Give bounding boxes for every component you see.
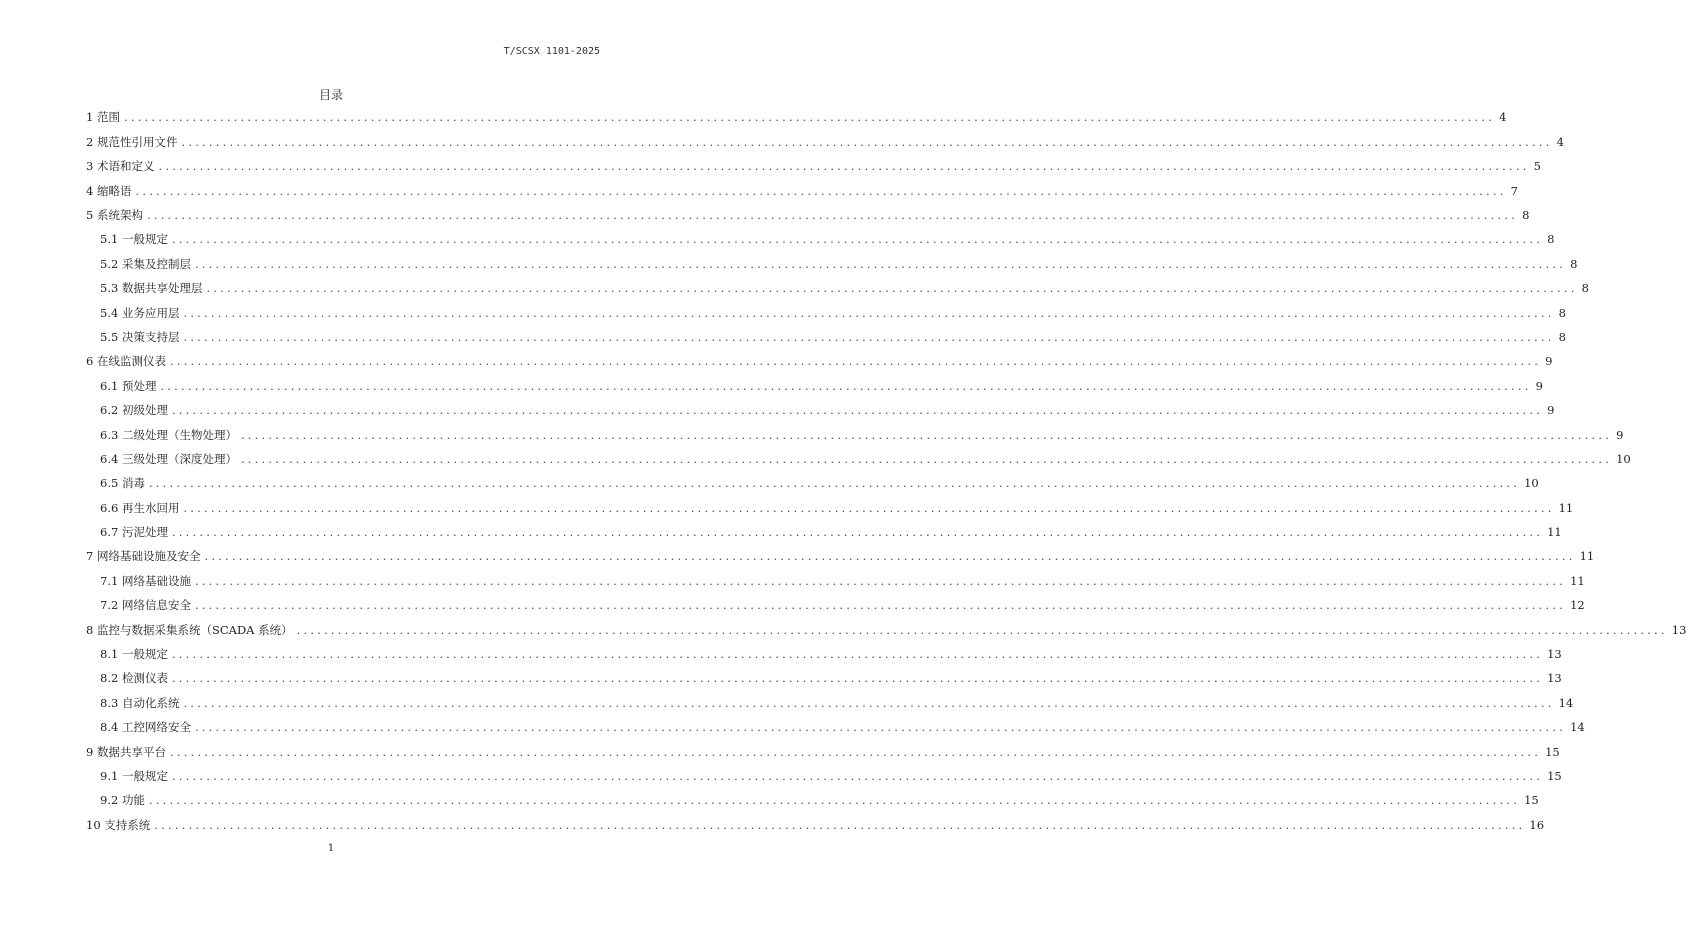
toc-entry-page: 12	[1570, 598, 1585, 613]
toc-entry-label: 5.5 决策支持层	[100, 329, 180, 344]
toc-entry-label: 7.2 网络信息安全	[100, 598, 191, 613]
toc-entry-page: 8	[1570, 256, 1578, 271]
toc-entry-label: 6.6 再生水回用	[100, 500, 180, 515]
toc-leader-dots: ........................................................................................................................................................................................................	[171, 525, 1544, 540]
toc-entry-label: 6.2 初级处理	[100, 403, 168, 418]
toc-entry-label: 8.4 工控网络安全	[100, 720, 191, 735]
toc-entry-page: 15	[1547, 768, 1562, 783]
toc-entry-label: 5.4 业务应用层	[100, 305, 180, 320]
toc-entry-page: 14	[1570, 720, 1585, 735]
toc-leader-dots: ........................................................................................................................................................................................................	[154, 817, 1526, 832]
toc-entry[interactable]	[86, 204, 1530, 228]
toc-leader-dots: ........................................................................................................................................................................................................	[171, 768, 1544, 783]
toc-entry-label: 6.3 二级处理（生物处理）	[100, 427, 237, 442]
toc-entry[interactable]	[86, 423, 1624, 447]
toc-leader-dots: ........................................................................................................................................................................................................	[135, 183, 1507, 198]
toc-leader-dots: ........................................................................................................................................................................................................	[194, 598, 1567, 613]
toc-entry-page: 11	[1547, 525, 1562, 540]
toc-entry[interactable]	[86, 301, 1566, 325]
toc-entry-page: 4	[1499, 110, 1507, 125]
toc-entry[interactable]	[86, 399, 1555, 423]
toc-entry-label: 2 规范性引用文件	[86, 134, 178, 149]
toc-entry[interactable]	[86, 789, 1539, 813]
toc-entry-label: 6.7 污泥处理	[100, 525, 168, 540]
document-code: T/SCSX 1101-2025	[503, 46, 600, 57]
toc-entry[interactable]	[86, 350, 1553, 374]
toc-entry-page: 13	[1547, 671, 1562, 686]
toc-entry[interactable]	[86, 618, 1686, 642]
toc-entry[interactable]	[86, 155, 1541, 179]
toc-leader-dots: ........................................................................................................................................................................................................	[169, 744, 1542, 759]
toc-entry[interactable]	[86, 716, 1585, 740]
toc-entry-page: 8	[1581, 281, 1589, 296]
toc-entry-label: 7 网络基础设施及安全	[86, 549, 201, 564]
toc-leader-dots: ........................................................................................................................................................................................................	[296, 622, 1668, 637]
toc-entry-label: 9.2 功能	[100, 793, 145, 808]
toc-entry[interactable]	[86, 813, 1545, 837]
toc-entry-label: 9 数据共享平台	[86, 744, 166, 759]
toc-leader-dots: ........................................................................................................................................................................................................	[146, 208, 1519, 222]
toc-leader-dots: ........................................................................................................................................................................................................	[240, 427, 1613, 442]
toc-leader-dots: ........................................................................................................................................................................................................	[171, 647, 1544, 662]
toc-entry[interactable]	[86, 447, 1631, 471]
toc-entry-page: 8	[1547, 232, 1555, 247]
toc-entry[interactable]	[86, 228, 1555, 252]
toc-entry-page: 4	[1556, 134, 1564, 149]
toc-leader-dots: ........................................................................................................................................................................................................	[206, 281, 1578, 296]
toc-entry-page: 8	[1558, 305, 1566, 320]
toc-leader-dots: ........................................................................................................................................................................................................	[171, 671, 1544, 686]
toc-entry-page: 5	[1533, 159, 1541, 174]
toc-entry-label: 5.1 一般规定	[100, 232, 168, 247]
toc-entry-page: 9	[1547, 403, 1555, 418]
toc-entry-label: 6 在线监测仪表	[86, 354, 166, 369]
toc-entry-page: 10	[1616, 451, 1631, 466]
toc-entry-label: 8 监控与数据采集系统（SCADA 系统）	[86, 622, 293, 637]
page-number: 1	[327, 843, 335, 854]
toc-leader-dots: ........................................................................................................................................................................................................	[169, 354, 1542, 369]
toc-leader-dots: ........................................................................................................................................................................................................	[183, 329, 1555, 344]
table-of-contents	[86, 106, 1686, 838]
toc-entry-label: 6.1 预处理	[100, 378, 157, 393]
toc-entry[interactable]	[86, 277, 1589, 301]
toc-leader-dots: ........................................................................................................................................................................................................	[194, 573, 1567, 588]
toc-leader-dots: ........................................................................................................................................................................................................	[183, 695, 1555, 710]
toc-entry[interactable]	[86, 130, 1564, 154]
toc-entry[interactable]	[86, 740, 1560, 764]
toc-leader-dots: ........................................................................................................................................................................................................	[240, 451, 1613, 466]
toc-leader-dots: ........................................................................................................................................................................................................	[171, 403, 1544, 418]
toc-entry-page: 10	[1524, 476, 1539, 491]
toc-entry-label: 8.3 自动化系统	[100, 695, 180, 710]
toc-entry-label: 9.1 一般规定	[100, 768, 168, 783]
toc-entry-page: 16	[1529, 817, 1545, 832]
toc-leader-dots: ........................................................................................................................................................................................................	[148, 793, 1521, 808]
toc-leader-dots: ........................................................................................................................................................................................................	[194, 256, 1567, 271]
toc-entry[interactable]	[86, 106, 1507, 130]
toc-entry-label: 1 范围	[86, 110, 120, 125]
toc-entry[interactable]	[86, 179, 1518, 203]
toc-entry-page: 13	[1547, 647, 1562, 662]
toc-entry-label: 6.4 三级处理（深度处理）	[100, 451, 237, 466]
toc-entry-page: 13	[1671, 622, 1686, 637]
toc-entry-label: 5 系统架构	[86, 208, 143, 222]
toc-leader-dots: ........................................................................................................................................................................................................	[194, 720, 1567, 735]
toc-entry-label: 8.2 检测仪表	[100, 671, 168, 686]
toc-entry-page: 9	[1535, 378, 1543, 393]
toc-entry[interactable]	[86, 643, 1562, 667]
toc-entry-page: 9	[1545, 354, 1553, 369]
toc-entry-label: 6.5 消毒	[100, 476, 145, 491]
toc-entry[interactable]	[86, 569, 1585, 593]
toc-leader-dots: ........................................................................................................................................................................................................	[183, 500, 1555, 515]
toc-leader-dots: ........................................................................................................................................................................................................	[204, 549, 1576, 564]
toc-entry-page: 11	[1558, 500, 1574, 515]
toc-leader-dots: ........................................................................................................................................................................................................	[148, 476, 1521, 491]
toc-entry-label: 8.1 一般规定	[100, 647, 168, 662]
toc-entry-label: 10 支持系统	[86, 817, 151, 832]
toc-entry[interactable]	[86, 691, 1574, 715]
toc-entry-page: 11	[1570, 573, 1585, 588]
toc-leader-dots: ........................................................................................................................................................................................................	[181, 134, 1553, 149]
toc-entry[interactable]	[86, 521, 1562, 545]
toc-leader-dots: ........................................................................................................................................................................................................	[171, 232, 1544, 247]
toc-entry-page: 14	[1558, 695, 1574, 710]
toc-entry[interactable]	[86, 667, 1562, 691]
toc-entry-page: 8	[1558, 329, 1566, 344]
toc-entry-label: 4 缩略语	[86, 183, 132, 198]
toc-entry-page: 7	[1510, 183, 1518, 198]
toc-entry[interactable]	[86, 765, 1562, 789]
toc-entry-label: 5.3 数据共享处理层	[100, 281, 203, 296]
toc-entry-label: 5.2 采集及控制层	[100, 256, 191, 271]
toc-entry[interactable]	[86, 252, 1578, 276]
toc-entry-page: 11	[1579, 549, 1595, 564]
toc-entry-page: 15	[1545, 744, 1560, 759]
toc-leader-dots: ........................................................................................................................................................................................................	[158, 159, 1530, 174]
toc-entry-label: 7.1 网络基础设施	[100, 573, 191, 588]
toc-entry-page: 15	[1524, 793, 1539, 808]
toc-title: 目录	[318, 88, 343, 102]
toc-leader-dots: ........................................................................................................................................................................................................	[183, 305, 1555, 320]
toc-entry[interactable]	[86, 594, 1585, 618]
toc-entry[interactable]	[86, 374, 1543, 398]
toc-entry[interactable]	[86, 545, 1595, 569]
toc-entry[interactable]	[86, 326, 1566, 350]
toc-entry[interactable]	[86, 472, 1539, 496]
toc-entry[interactable]	[86, 496, 1574, 520]
toc-leader-dots: ........................................................................................................................................................................................................	[123, 110, 1496, 125]
toc-entry-page: 9	[1616, 427, 1624, 442]
toc-entry-label: 3 术语和定义	[86, 159, 155, 174]
toc-entry-page: 8	[1522, 208, 1530, 222]
toc-leader-dots: ........................................................................................................................................................................................................	[160, 378, 1532, 393]
